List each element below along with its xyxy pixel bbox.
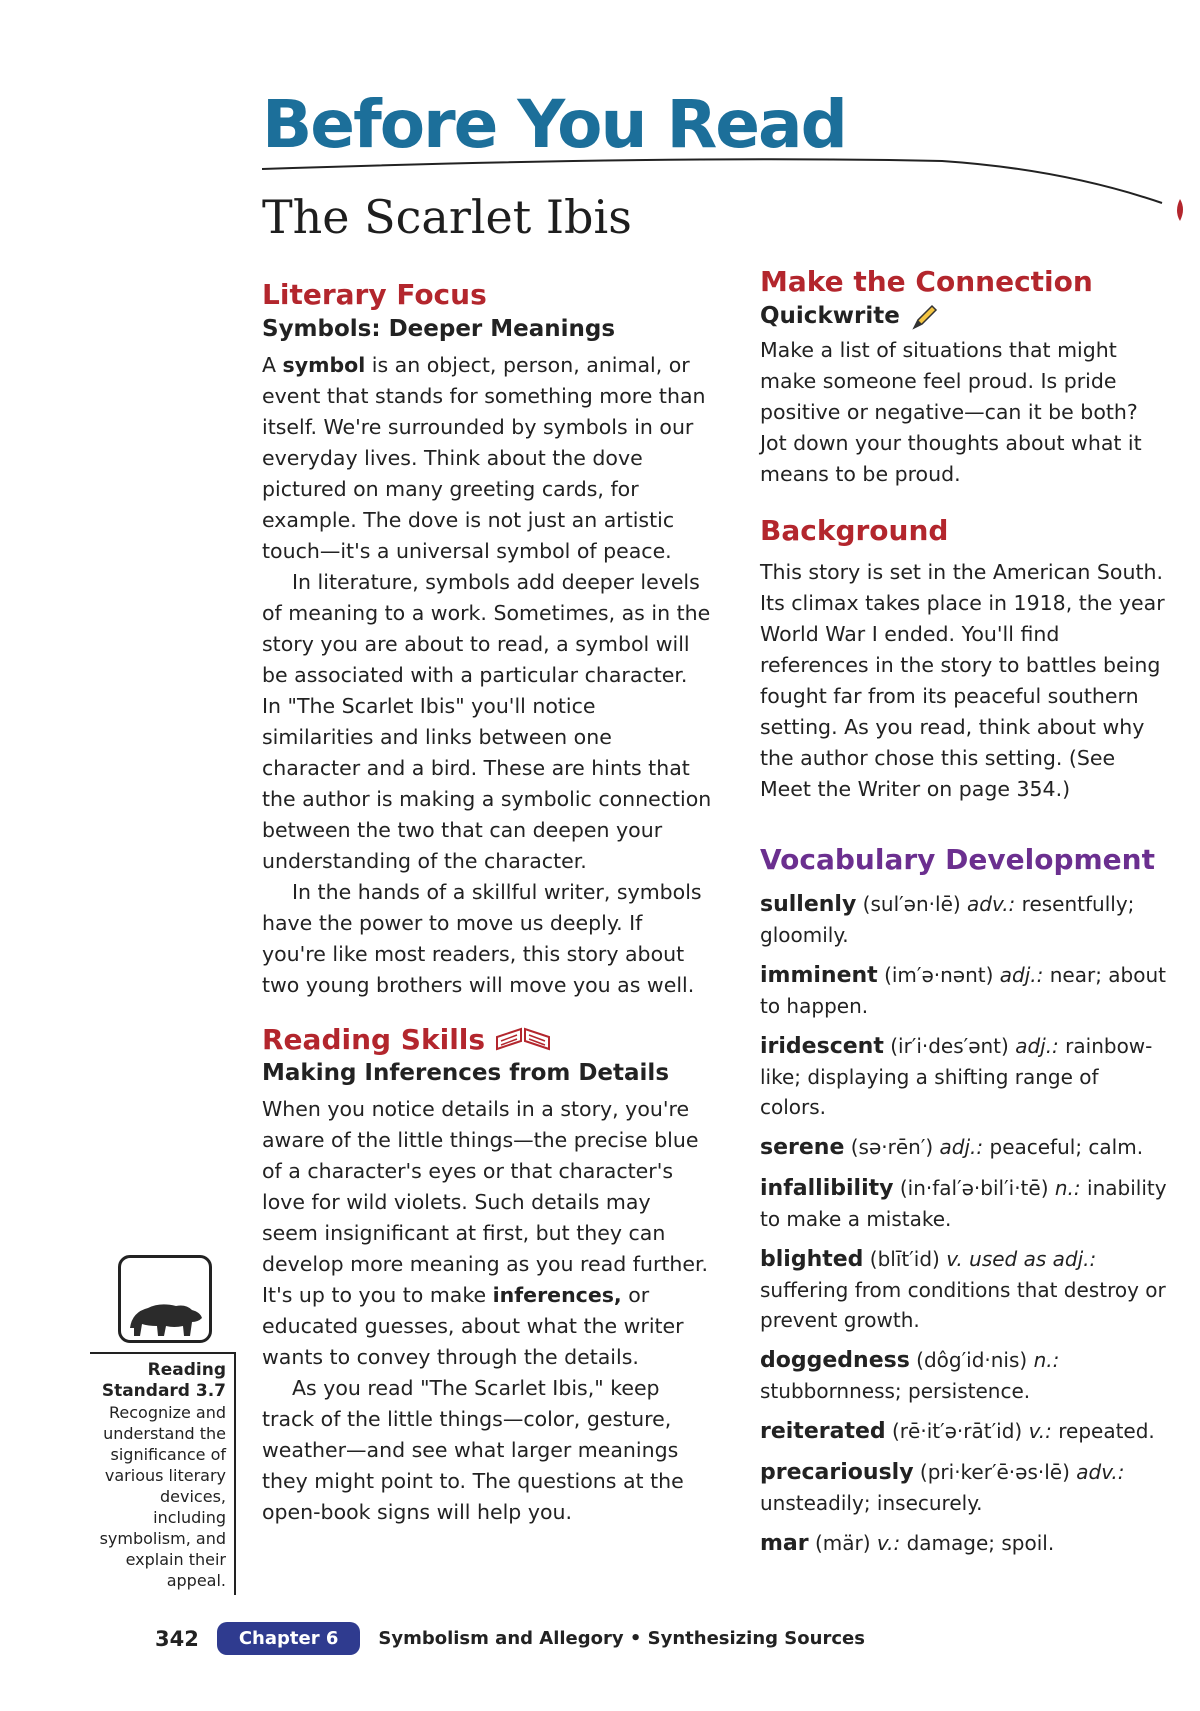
vocab-part-of-speech: v.: bbox=[876, 1530, 901, 1555]
vocab-word: serene bbox=[760, 1134, 845, 1160]
vocab-entry bbox=[760, 1345, 1170, 1406]
chapter-tab: Chapter 6 bbox=[217, 1622, 361, 1655]
vocab-pronunciation: (dôg′id·nis) bbox=[916, 1347, 1028, 1372]
page-header-title: Before You Read bbox=[262, 86, 846, 163]
reading-skills-paragraph-2: As you read "The Scarlet Ibis," keep track of the little things—color, gesture, weather—and see what larger meanings they might point to. The questions at the open-book signs will help you. bbox=[262, 1376, 684, 1525]
vocab-entry bbox=[760, 1031, 1170, 1122]
vocabulary-list bbox=[760, 889, 1170, 1559]
vocab-pronunciation: (in·fal′ə·bil′i·tē) bbox=[899, 1175, 1049, 1200]
paragraph-rest: or educated guesses, about what the writer wants to convey through the details. bbox=[262, 1283, 684, 1370]
vocab-part-of-speech: v. used as adj.: bbox=[946, 1246, 1097, 1271]
vocab-pronunciation: (rē·it′ə·rāt′id) bbox=[892, 1418, 1023, 1443]
vocab-pronunciation: (ir′i·des′ənt) bbox=[890, 1033, 1009, 1058]
vocab-part-of-speech: v.: bbox=[1028, 1418, 1052, 1443]
vocab-entry bbox=[760, 889, 1170, 950]
vocab-pronunciation: (sul′ən·lē) bbox=[862, 891, 961, 916]
vocab-word: doggedness bbox=[760, 1347, 910, 1373]
vocab-word: reiterated bbox=[760, 1418, 886, 1444]
literary-focus-paragraph-1 bbox=[262, 350, 712, 567]
vocab-definition: near; about to happen. bbox=[760, 962, 1167, 1018]
vocab-part-of-speech: adj.: bbox=[999, 962, 1044, 987]
vocab-word: iridescent bbox=[760, 1033, 884, 1059]
literary-focus-heading: Literary Focus bbox=[262, 278, 487, 311]
open-book-icon bbox=[495, 1025, 551, 1053]
vocab-entry bbox=[760, 1528, 1170, 1559]
background-heading: Background bbox=[760, 513, 949, 547]
make-connection-heading: Make the Connection bbox=[760, 265, 1093, 298]
reading-skills-heading-row bbox=[262, 1023, 712, 1057]
vocab-word: precariously bbox=[760, 1459, 914, 1485]
vocab-definition: stubbornness; persistence. bbox=[760, 1378, 1031, 1403]
vocab-word: infallibility bbox=[760, 1175, 894, 1201]
vocab-word: imminent bbox=[760, 962, 878, 988]
vocab-pronunciation: (im′ə·nənt) bbox=[884, 962, 994, 987]
vocab-pronunciation: (pri·ker′ē·əs·lē) bbox=[919, 1459, 1070, 1484]
vocab-definition: resentfully; gloomily. bbox=[760, 891, 1135, 947]
quickwrite-body: Make a list of situations that might make someone feel proud. Is pride positive or negative—can it be both? Jot down your thoughts about what it means to be proud. bbox=[760, 337, 1142, 486]
literary-focus-subheading: Symbols: Deeper Meanings bbox=[262, 315, 616, 342]
vocab-definition: rainbow-like; displaying a shifting range of colors. bbox=[760, 1033, 1153, 1119]
term-symbol: symbol bbox=[282, 352, 366, 377]
vocab-part-of-speech: adv.: bbox=[1076, 1459, 1125, 1484]
vocab-entry bbox=[760, 1416, 1170, 1447]
vocab-entry bbox=[760, 1244, 1170, 1335]
vocab-definition: peaceful; calm. bbox=[989, 1134, 1144, 1159]
vocab-entry bbox=[760, 1132, 1170, 1163]
vocab-definition: suffering from conditions that destroy or prevent growth. bbox=[760, 1277, 1166, 1332]
term-inferences: inferences, bbox=[492, 1283, 622, 1308]
reading-skills-paragraph-1 bbox=[262, 1094, 712, 1373]
vocab-pronunciation: (mär) bbox=[814, 1530, 871, 1555]
standard-label: Reading Standard 3.7 bbox=[101, 1360, 226, 1401]
vocab-word: blighted bbox=[760, 1246, 864, 1272]
reading-skills-heading: Reading Skills bbox=[262, 1022, 486, 1056]
left-column bbox=[262, 278, 712, 1528]
vocab-part-of-speech: adj.: bbox=[1015, 1033, 1059, 1058]
right-column bbox=[760, 265, 1170, 1569]
vocab-definition: repeated. bbox=[1058, 1418, 1155, 1443]
page-number: 342 bbox=[155, 1626, 199, 1651]
standard-description: Recognize and understand the significance of various literary devices, including symbolism, and explain their appeal. bbox=[99, 1403, 226, 1590]
vocab-part-of-speech: adj.: bbox=[939, 1134, 984, 1159]
literary-focus-paragraph-3: In the hands of a skillful writer, symbols have the power to move us deeply. If you're like most readers, this story about two young brothers will move you as well. bbox=[262, 879, 702, 997]
vocab-pronunciation: (sə·rēn′) bbox=[850, 1134, 934, 1159]
quickwrite-heading-row bbox=[760, 299, 1170, 335]
vocab-entry bbox=[760, 1173, 1170, 1234]
vocab-part-of-speech: n.: bbox=[1054, 1175, 1081, 1200]
vocab-entry bbox=[760, 960, 1170, 1021]
page-footer bbox=[155, 1622, 865, 1655]
paragraph-lead: When you notice details in a story, you're aware of the little things—the precise blue of a character's eyes or that character's love for wild violets. Such details may seem insignificant at first, but they can develop more meaning as you read further. It's up to you to make bbox=[262, 1097, 709, 1308]
story-title: The Scarlet Ibis bbox=[262, 190, 632, 244]
paragraph-rest: is an object, person, animal, or event that stands for something more than itself. We're surrounded by symbols in our everyday lives. Think about the dove pictured on many greeting cards, for example. The dove is not just an artistic touch—it's a universal symbol of peace. bbox=[262, 352, 706, 563]
vocab-word: mar bbox=[760, 1530, 809, 1556]
background-section bbox=[760, 514, 1170, 806]
literary-focus-section bbox=[262, 278, 712, 1001]
background-body: This story is set in the American South. Its climax takes place in 1918, the year World War I ended. You'll find references in the story to battles being fought far from its peaceful southern setting. As you read, think about why the author chose this setting. (See Meet the Writer on page 354.) bbox=[760, 560, 1165, 802]
vocabulary-heading: Vocabulary Development bbox=[760, 843, 1155, 877]
bear-icon bbox=[126, 1294, 204, 1340]
reading-skills-section bbox=[262, 1023, 712, 1529]
vocab-definition: unsteadily; insecurely. bbox=[760, 1490, 983, 1515]
footer-running-title: Symbolism and Allegory • Synthesizing Sources bbox=[378, 1628, 865, 1649]
vocab-definition: inability to make a mistake. bbox=[760, 1175, 1167, 1231]
quickwrite-subheading: Quickwrite bbox=[760, 302, 900, 329]
vocab-entry bbox=[760, 1457, 1170, 1518]
reading-skills-subheading: Making Inferences from Details bbox=[262, 1060, 670, 1087]
reading-standard-sidebar bbox=[90, 1352, 236, 1595]
vocab-definition: damage; spoil. bbox=[906, 1530, 1055, 1555]
literary-focus-paragraph-2: In literature, symbols add deeper levels of meaning to a work. Sometimes, as in the story you are about to read, a symbol will be associated with a particular character. In "The Scarlet Ibis" you'll notice similarities and links between one character and a bird. These are hints that the author is making a symbolic connection between the two that can deepen your understanding of the character. bbox=[262, 569, 712, 873]
vocab-part-of-speech: n.: bbox=[1033, 1347, 1060, 1372]
pencil-icon bbox=[910, 302, 940, 332]
vocab-pronunciation: (blīt′id) bbox=[869, 1246, 940, 1271]
vocabulary-section bbox=[760, 843, 1170, 1559]
standard-badge bbox=[118, 1255, 212, 1343]
vocab-part-of-speech: adv.: bbox=[967, 891, 1016, 916]
paragraph-lead: A bbox=[262, 352, 283, 377]
make-connection-section bbox=[760, 265, 1170, 490]
vocab-word: sullenly bbox=[760, 891, 857, 917]
